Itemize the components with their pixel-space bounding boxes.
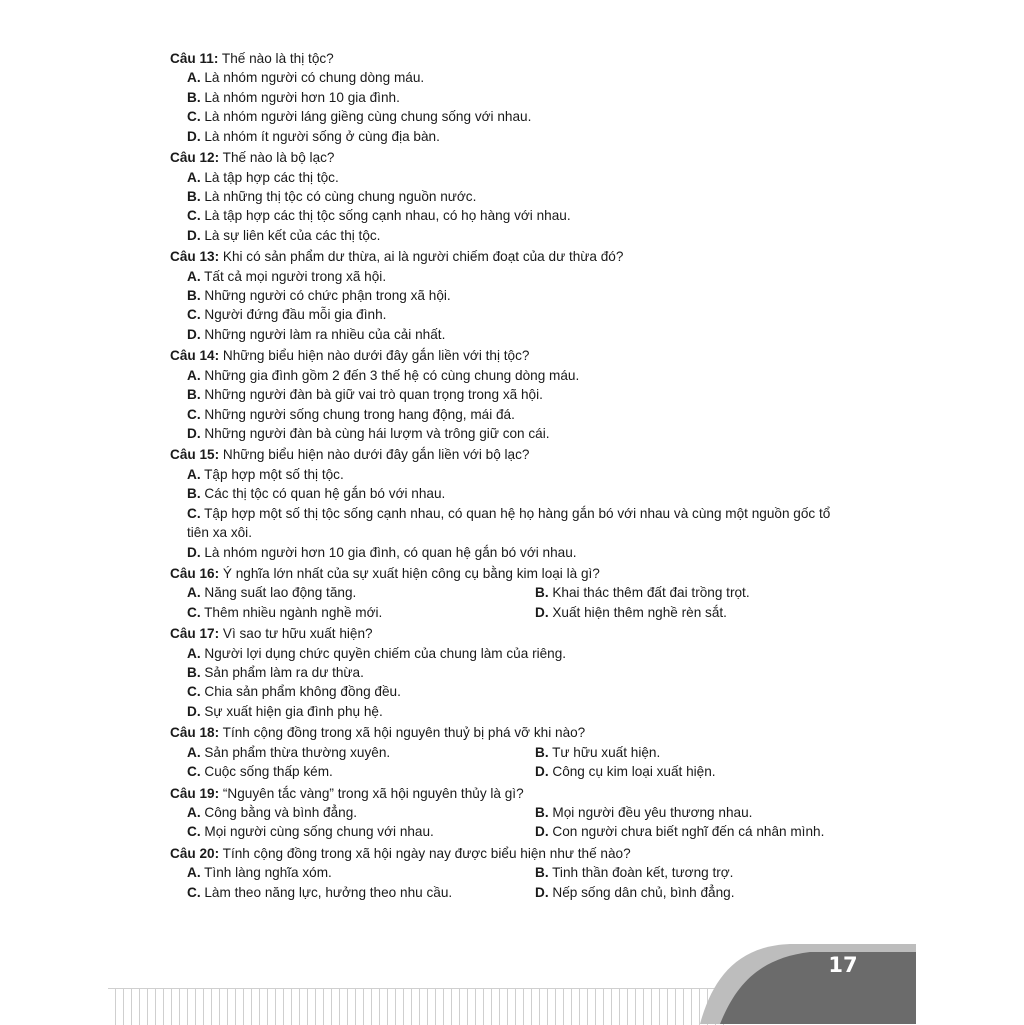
answer-option (535, 864, 733, 882)
option-text: Tập hợp một số thị tộc sống cạnh nhau, có quan hệ họ hàng gắn bó với nhau và cùng một nguồn gốc tổ (200, 505, 831, 521)
option-text: Chia sản phẩm không đồng đều. (200, 684, 401, 700)
question-text: “Nguyên tắc vàng” trong xã hội nguyên thủy là gì? (219, 785, 524, 801)
answer-option (187, 306, 386, 324)
question-line (170, 50, 334, 68)
option-text: Những người đàn bà giữ vai trò quan trọng trong xã hội. (200, 387, 543, 403)
option-letter: C. (187, 406, 201, 422)
answer-option (535, 744, 660, 762)
question-text: Tính cộng đồng trong xã hội nguyên thuỷ bị phá vỡ khi nào? (219, 725, 586, 741)
footer-stripe-band (108, 988, 728, 1025)
answer-option (187, 864, 332, 882)
option-text: Tất cả mọi người trong xã hội. (200, 268, 387, 284)
option-text: Là nhóm người láng giềng cùng chung sống với nhau. (200, 109, 532, 125)
answer-option (187, 287, 451, 305)
option-letter: A. (187, 865, 201, 881)
option-letter: B. (187, 188, 201, 204)
answer-option (187, 188, 476, 206)
option-text: Sự xuất hiện gia đình phụ hệ. (200, 703, 383, 719)
question-number: Câu 16: (170, 565, 220, 581)
option-letter: D. (535, 604, 549, 620)
answer-option (187, 128, 440, 146)
footer-wave-shape (690, 938, 916, 1024)
question-text: Khi có sản phẩm dư thừa, ai là người chiếm đoạt của dư thừa đó? (219, 249, 624, 265)
option-letter: A. (187, 804, 201, 820)
option-letter: C. (187, 604, 201, 620)
answer-option (187, 505, 830, 523)
option-letter: B. (187, 387, 201, 403)
option-text: Những người làm ra nhiều của cải nhất. (200, 326, 446, 342)
answer-option (187, 485, 445, 503)
option-text: Người đứng đầu mỗi gia đình. (200, 307, 387, 323)
option-letter: C. (187, 307, 201, 323)
question-number: Câu 18: (170, 725, 220, 741)
question-line (170, 785, 524, 803)
option-letter: A. (187, 744, 201, 760)
option-text: Công bằng và bình đẳng. (200, 804, 358, 820)
option-text: Làm theo năng lực, hưởng theo nhu cầu. (200, 884, 453, 900)
option-text: Là tập hợp các thị tộc. (200, 169, 339, 185)
option-continuation (187, 524, 252, 542)
answer-option (187, 207, 571, 225)
option-letter: D. (187, 227, 201, 243)
option-text: Tập hợp một số thị tộc. (200, 466, 344, 482)
option-text: Các thị tộc có quan hệ gắn bó với nhau. (200, 486, 446, 502)
option-letter: C. (187, 208, 201, 224)
answer-option (187, 386, 543, 404)
option-letter: C. (187, 884, 201, 900)
question-number: Câu 11: (170, 51, 219, 66)
question-number: Câu 17: (170, 626, 220, 642)
answer-option (187, 804, 357, 822)
answer-option (187, 763, 333, 781)
option-text: Sản phẩm làm ra dư thừa. (200, 665, 364, 681)
option-letter: A. (187, 367, 201, 383)
question-text: Những biểu hiện nào dưới đây gắn liền với thị tộc? (219, 348, 530, 364)
option-letter: B. (535, 744, 549, 760)
option-text: Tinh thần đoàn kết, tương trợ. (548, 865, 734, 881)
question-number: Câu 20: (170, 845, 220, 861)
option-text: Mọi người cùng sống chung với nhau. (200, 824, 434, 840)
answer-option (187, 268, 386, 286)
question-text: Thế nào là bộ lạc? (219, 150, 335, 166)
question-number: Câu 14: (170, 348, 220, 364)
question-line (170, 724, 585, 742)
answer-option (187, 884, 452, 902)
option-text: Công cụ kim loại xuất hiện. (548, 764, 716, 780)
option-letter: D. (187, 425, 201, 441)
option-text: Con người chưa biết nghĩ đến cá nhân mình. (548, 824, 825, 840)
option-letter: D. (187, 326, 201, 342)
question-text: Ý nghĩa lớn nhất của sự xuất hiện công cụ bằng kim loại là gì? (219, 565, 600, 581)
answer-option (187, 108, 531, 126)
option-letter: C. (187, 824, 201, 840)
page-number: 17 (828, 953, 858, 977)
option-text: Tư hữu xuất hiện. (548, 744, 661, 760)
option-text: Là những thị tộc có cùng chung nguồn nước. (200, 188, 477, 204)
answer-option (187, 823, 434, 841)
answer-option (187, 69, 424, 87)
question-line (170, 347, 529, 365)
question-line (170, 248, 623, 266)
question-text: Tính cộng đồng trong xã hội ngày nay được biểu hiện như thế nào? (219, 845, 631, 861)
option-text: Mọi người đều yêu thương nhau. (548, 804, 753, 820)
answer-option (187, 703, 383, 721)
answer-option (187, 544, 577, 562)
option-text: Là sự liên kết của các thị tộc. (200, 227, 381, 243)
option-letter: D. (535, 764, 549, 780)
answer-option (187, 584, 356, 602)
question-number: Câu 12: (170, 150, 220, 166)
answer-option (187, 227, 380, 245)
option-letter: B. (535, 804, 549, 820)
option-text: Là nhóm người hơn 10 gia đình. (200, 89, 400, 105)
option-text: Là tập hợp các thị tộc sống cạnh nhau, có họ hàng với nhau. (200, 208, 571, 224)
answer-option (187, 604, 382, 622)
answer-option (187, 425, 550, 443)
option-text: Là nhóm ít người sống ở cùng địa bàn. (200, 128, 440, 144)
option-letter: A. (187, 169, 201, 185)
question-line (170, 565, 600, 583)
option-text: Người lợi dụng chức quyền chiếm của chung làm của riêng. (200, 645, 567, 661)
question-text: Những biểu hiện nào dưới đây gắn liền với bộ lạc? (219, 447, 530, 463)
answer-option (187, 744, 390, 762)
option-letter: D. (187, 128, 201, 144)
option-text: Là nhóm người hơn 10 gia đình, có quan hệ gắn bó với nhau. (200, 544, 577, 560)
option-text: Năng suất lao động tăng. (200, 585, 357, 601)
option-letter: A. (187, 466, 201, 482)
answer-option (535, 804, 752, 822)
option-letter: B. (535, 585, 549, 601)
question-line (170, 446, 529, 464)
option-letter: A. (187, 268, 201, 284)
option-letter: D. (535, 884, 549, 900)
question-text: Vì sao tư hữu xuất hiện? (219, 626, 373, 642)
answer-option (535, 823, 824, 841)
answer-option (187, 169, 339, 187)
question-line (170, 625, 373, 643)
option-letter: B. (187, 665, 201, 681)
option-text: Những người có chức phận trong xã hội. (200, 288, 451, 304)
option-text: Sản phẩm thừa thường xuyên. (200, 744, 391, 760)
option-text: Những người đàn bà cùng hái lượm và trông giữ con cái. (200, 425, 550, 441)
option-text: Nếp sống dân chủ, bình đẳng. (548, 884, 735, 900)
option-text: Là nhóm người có chung dòng máu. (200, 70, 425, 86)
question-text: Thế nào là thị tộc? (218, 51, 334, 66)
question-line (170, 845, 631, 863)
option-letter: A. (187, 585, 201, 601)
answer-option (187, 645, 566, 663)
option-letter: D. (535, 824, 549, 840)
option-text: Những người sống chung trong hang động, mái đá. (200, 406, 515, 422)
option-letter: B. (187, 486, 201, 502)
answer-option (187, 89, 400, 107)
answer-option (187, 367, 579, 385)
answer-option (187, 664, 364, 682)
question-line (170, 149, 335, 167)
option-letter: D. (187, 703, 201, 719)
option-letter: B. (535, 865, 549, 881)
option-letter: B. (187, 288, 201, 304)
answer-option (187, 466, 344, 484)
option-letter: C. (187, 109, 201, 125)
option-text: Khai thác thêm đất đai trồng trọt. (548, 585, 750, 601)
answer-option (535, 763, 716, 781)
answer-option (187, 326, 445, 344)
option-letter: C. (187, 505, 201, 521)
answer-option (535, 584, 750, 602)
option-letter: B. (187, 89, 201, 105)
option-text: Thêm nhiều ngành nghề mới. (200, 604, 383, 620)
option-letter: C. (187, 684, 201, 700)
option-letter: A. (187, 70, 201, 86)
answer-option (187, 683, 401, 701)
option-letter: C. (187, 764, 201, 780)
answer-option (535, 884, 735, 902)
question-number: Câu 19: (170, 785, 220, 801)
option-letter: D. (187, 544, 201, 560)
answer-option (187, 406, 515, 424)
question-number: Câu 15: (170, 447, 220, 463)
option-text: Xuất hiện thêm nghề rèn sắt. (548, 604, 727, 620)
answer-option (535, 604, 727, 622)
option-text-continued: tiên xa xôi. (187, 525, 252, 541)
option-text: Tình làng nghĩa xóm. (200, 865, 332, 881)
option-text: Cuộc sống thấp kém. (200, 764, 333, 780)
question-number: Câu 13: (170, 249, 220, 265)
option-text: Những gia đình gồm 2 đến 3 thế hệ có cùng chung dòng máu. (200, 367, 580, 383)
option-letter: A. (187, 645, 201, 661)
